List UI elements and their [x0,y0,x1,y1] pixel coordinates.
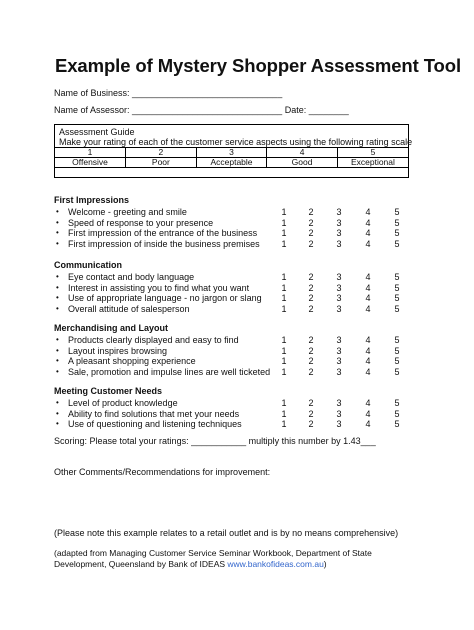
rating-scale-number: 1 [55,148,126,158]
criterion-label: Welcome - greeting and smile [68,207,187,217]
rating-option-5[interactable]: 5 [394,408,400,419]
rating-option-3[interactable]: 3 [336,419,342,429]
rating-option-5[interactable]: 5 [394,356,400,366]
rating-option-2[interactable]: 2 [308,282,314,293]
rating-option-5[interactable]: 5 [394,335,400,345]
criterion-row [54,356,414,367]
rating-option-3[interactable]: 3 [336,398,342,408]
rating-option-2[interactable]: 2 [308,272,314,282]
rating-option-4[interactable]: 4 [365,356,371,366]
bullet-icon: • [56,408,59,418]
rating-option-2[interactable]: 2 [308,345,314,356]
rating-option-2[interactable]: 2 [308,335,314,345]
criterion-label: Ability to find solutions that met your needs [68,408,240,419]
rating-option-1[interactable]: 1 [281,419,287,429]
rating-option-4[interactable]: 4 [365,282,371,293]
criterion-row [54,239,414,250]
source-line-1: (adapted from Managing Customer Service Seminar Workbook, Department of State [54,548,372,558]
source-suffix: ) [323,559,327,569]
bullet-icon: • [56,356,59,365]
rating-option-1[interactable]: 1 [281,272,287,282]
criterion-label: Use of questioning and listening techniques [68,419,242,429]
rating-option-1[interactable]: 1 [281,238,287,249]
rating-option-3[interactable]: 3 [336,238,342,249]
rating-option-3[interactable]: 3 [336,272,342,282]
rating-option-1[interactable]: 1 [281,335,287,345]
source-link[interactable]: www.bankofideas.com.au [227,559,324,569]
rating-option-4[interactable]: 4 [365,228,371,238]
rating-option-1[interactable]: 1 [281,366,287,377]
criterion-row [54,367,414,378]
rating-option-5[interactable]: 5 [394,293,400,303]
criterion-label: Products clearly displayed and easy to find [68,335,239,345]
rating-option-3[interactable]: 3 [336,408,342,419]
rating-scale-table [55,147,408,168]
rating-option-5[interactable]: 5 [394,217,400,228]
rating-option-3[interactable]: 3 [336,207,342,217]
rating-option-4[interactable]: 4 [365,207,371,217]
rating-option-1[interactable]: 1 [281,303,287,314]
rating-option-3[interactable]: 3 [336,356,342,366]
rating-option-1[interactable]: 1 [281,345,287,356]
bullet-icon: • [56,217,59,227]
assessment-guide-box [54,124,413,178]
rating-option-3[interactable]: 3 [336,335,342,345]
bullet-icon: • [56,293,59,302]
rating-option-4[interactable]: 4 [365,398,371,408]
rating-option-2[interactable]: 2 [308,303,314,314]
disclaimer-note: (Please note this example relates to a retail outlet and is by no means comprehensive) [54,528,399,538]
document-title: Example of Mystery Shopper Assessment Tool [55,55,461,76]
rating-option-2[interactable]: 2 [308,398,314,408]
section-title: Communication [54,260,123,270]
assessor-name-field: Name of Assessor: ______________________________ Date: ________ [54,105,349,115]
criterion-row [54,398,414,409]
bullet-icon: • [56,207,59,216]
criterion-label: A pleasant shopping experience [68,356,196,366]
section [54,322,414,377]
rating-scale-numbers-row [55,148,408,158]
criterion-label: Interest in assisting you to find what you want [68,282,250,293]
criterion-row [54,304,414,315]
rating-option-1[interactable]: 1 [281,408,287,419]
rating-option-4[interactable]: 4 [365,335,371,345]
rating-option-3[interactable]: 3 [336,303,342,314]
criterion-label: First impression of inside the business premises [68,238,260,249]
rating-option-2[interactable]: 2 [308,419,314,429]
bullet-icon: • [56,272,59,281]
business-name-field: Name of Business: ______________________________ [54,88,283,98]
rating-option-1[interactable]: 1 [281,217,287,228]
criterion-label: Overall attitude of salesperson [68,303,190,314]
rating-option-2[interactable]: 2 [308,217,314,228]
section-title: Meeting Customer Needs [54,386,163,396]
rating-option-5[interactable]: 5 [394,303,400,314]
criterion-label: Use of appropriate language - no jargon or slang [68,293,262,303]
rating-option-3[interactable]: 3 [336,282,342,293]
rating-option-4[interactable]: 4 [365,238,371,249]
criterion-row [54,228,414,239]
rating-option-3[interactable]: 3 [336,228,342,238]
section [54,385,414,430]
rating-option-4[interactable]: 4 [365,217,371,228]
rating-option-5[interactable]: 5 [394,272,400,282]
criterion-row [54,346,414,357]
rating-scale-number: 2 [126,148,197,158]
rating-option-1[interactable]: 1 [281,228,287,238]
section [54,194,414,249]
rating-option-1[interactable]: 1 [281,398,287,408]
bullet-icon: • [56,282,59,292]
criterion-row [54,409,414,420]
rating-option-3[interactable]: 3 [336,293,342,303]
rating-option-4[interactable]: 4 [365,293,371,303]
rating-option-5[interactable]: 5 [394,282,400,293]
bullet-icon: • [56,303,59,313]
rating-option-3[interactable]: 3 [336,366,342,377]
bullet-icon: • [56,335,59,344]
rating-scale-label: Exceptional [337,158,408,168]
rating-scale-number: 4 [267,148,338,158]
bullet-icon: • [56,238,59,248]
rating-option-5[interactable]: 5 [394,238,400,249]
rating-scale-label: Offensive [55,158,126,168]
rating-option-5[interactable]: 5 [394,419,400,429]
rating-option-4[interactable]: 4 [365,366,371,377]
rating-option-5[interactable]: 5 [394,345,400,356]
criterion-label: Eye contact and body language [68,272,195,282]
criterion-row [54,218,414,229]
rating-option-2[interactable]: 2 [308,408,314,419]
bullet-icon: • [56,345,59,355]
rating-scale-labels-row [55,158,408,168]
rating-option-4[interactable]: 4 [365,272,371,282]
rating-option-4[interactable]: 4 [365,303,371,314]
criterion-label: Level of product knowledge [68,398,178,408]
criterion-row [54,335,414,346]
rating-scale-label: Acceptable [196,158,267,168]
criterion-row [54,419,414,430]
rating-option-4[interactable]: 4 [365,419,371,429]
rating-option-5[interactable]: 5 [394,398,400,408]
criterion-row [54,207,414,218]
rating-scale-label: Good [267,158,338,168]
rating-option-2[interactable]: 2 [308,238,314,249]
criterion-label: Speed of response to your presence [68,217,214,228]
rating-option-1[interactable]: 1 [281,282,287,293]
rating-option-5[interactable]: 5 [394,366,400,377]
rating-option-3[interactable]: 3 [336,345,342,356]
bullet-icon: • [56,366,59,376]
rating-scale-label: Poor [126,158,197,168]
bullet-icon: • [56,398,59,407]
scoring-line: Scoring: Please total your ratings: ___________ multiply this number by 1.43___ [54,436,376,446]
rating-option-5[interactable]: 5 [394,228,400,238]
rating-option-5[interactable]: 5 [394,207,400,217]
rating-option-3[interactable]: 3 [336,217,342,228]
rating-option-4[interactable]: 4 [365,408,371,419]
assessment-guide-title: Assessment Guide [59,127,135,137]
criterion-label: First impression of the entrance of the business [68,228,258,238]
assessment-guide-instruction: Make your rating of each of the customer service aspects using the following rating scale [59,137,413,147]
rating-option-2[interactable]: 2 [308,228,314,238]
criterion-row [54,283,414,294]
bullet-icon: • [56,419,59,428]
source-prefix: Development, Queensland by Bank of IDEAS [54,559,228,569]
rating-scale-number: 5 [337,148,408,158]
rating-scale-number: 3 [196,148,267,158]
rating-option-2[interactable]: 2 [308,356,314,366]
rating-option-2[interactable]: 2 [308,293,314,303]
rating-option-1[interactable]: 1 [281,207,287,217]
rating-option-1[interactable]: 1 [281,356,287,366]
section [54,259,414,314]
comments-label: Other Comments/Recommendations for improvement: [54,467,271,477]
criterion-label: Sale, promotion and impulse lines are well ticketed [68,366,271,377]
rating-option-2[interactable]: 2 [308,207,314,217]
criterion-row [54,272,414,283]
section-title: Merchandising and Layout [54,323,169,333]
criterion-label: Layout inspires browsing [68,345,168,356]
section-title: First Impressions [54,195,130,205]
rating-option-2[interactable]: 2 [308,366,314,377]
bullet-icon: • [56,228,59,237]
rating-option-1[interactable]: 1 [281,293,287,303]
rating-option-4[interactable]: 4 [365,345,371,356]
source-line-2 [54,559,327,569]
criterion-row [54,293,414,304]
